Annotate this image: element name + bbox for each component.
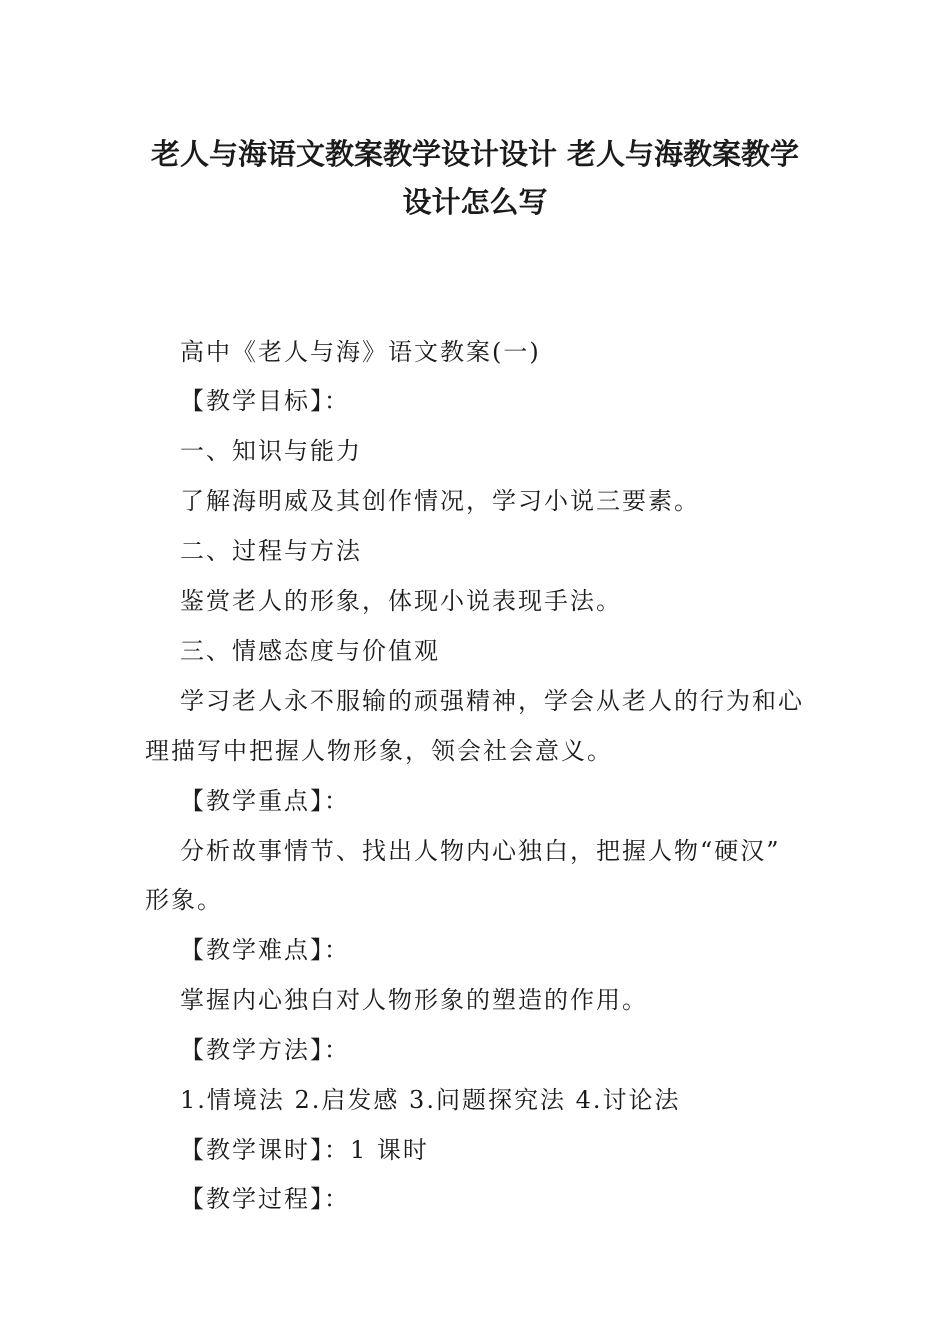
subheading-process: 二、过程与方法 xyxy=(180,537,362,565)
paragraph: 分析故事情节、找出人物内心独白，把握人物“硬汉” xyxy=(180,837,781,865)
section-heading: 高中《老人与海》语文教案(一) xyxy=(180,338,541,366)
paragraph-continuation: 形象。 xyxy=(145,886,223,914)
label-key-points: 【教学重点】： xyxy=(180,787,350,815)
label-class-hours: 【教学课时】：1 课时 xyxy=(180,1136,429,1164)
title-line-1: 老人与海语文教案教学设计设计 老人与海教案教学 xyxy=(150,137,800,171)
paragraph: 鉴赏老人的形象，体现小说表现手法。 xyxy=(180,587,622,615)
paragraph-continuation: 理描写中把握人物形象，领会社会意义。 xyxy=(145,737,613,765)
label-teaching-process: 【教学过程】： xyxy=(180,1185,350,1213)
subheading-knowledge: 一、知识与能力 xyxy=(180,437,362,465)
page-title xyxy=(120,130,830,226)
label-teaching-goals: 【教学目标】： xyxy=(180,387,350,415)
subheading-values: 三、情感态度与价值观 xyxy=(180,637,440,665)
paragraph: 了解海明威及其创作情况，学习小说三要素。 xyxy=(180,487,700,515)
paragraph: 学习老人永不服输的顽强精神，学会从老人的行为和心 xyxy=(180,687,804,715)
label-difficulties: 【教学难点】： xyxy=(180,936,350,964)
paragraph: 掌握内心独白对人物形象的塑造的作用。 xyxy=(180,986,648,1014)
paragraph: 1.情境法 2.启发感 3.问题探究法 4.讨论法 xyxy=(180,1086,681,1114)
label-methods: 【教学方法】： xyxy=(180,1036,350,1064)
title-line-2: 设计怎么写 xyxy=(402,185,548,219)
